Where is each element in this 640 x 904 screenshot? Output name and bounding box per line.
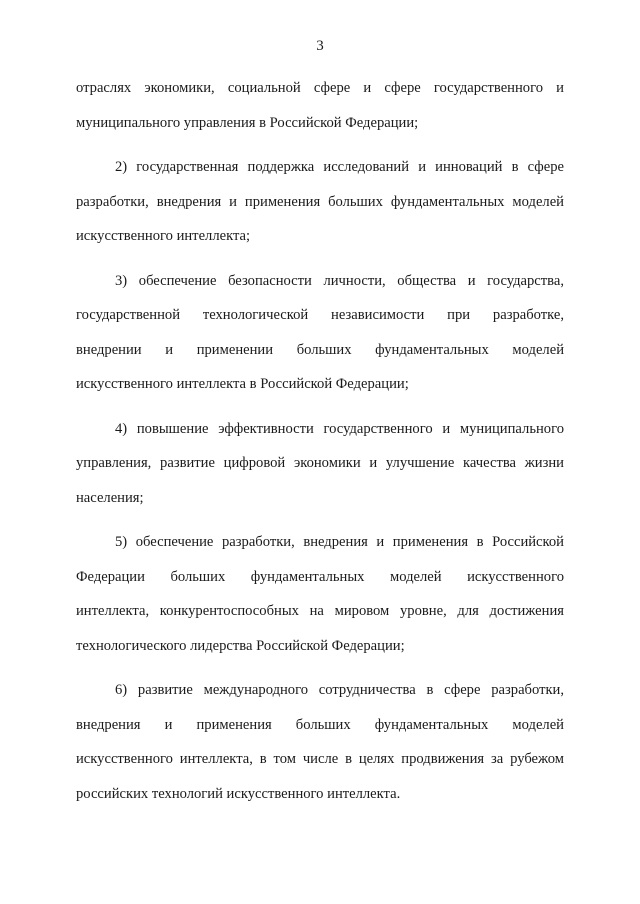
paragraph-3 bbox=[76, 264, 564, 402]
paragraph-line: 4) повышение эффективности государственного и муниципального bbox=[115, 420, 564, 437]
paragraph-line: внедрения и применения больших фундаментальных моделей bbox=[76, 716, 564, 733]
paragraph-5 bbox=[76, 525, 564, 663]
paragraph-line: интеллекта, конкурентоспособных на мировом уровне, для достижения bbox=[76, 603, 564, 619]
paragraph-line: 3) обеспечение безопасности личности, общества и государства, bbox=[115, 272, 564, 289]
paragraph-line: искусственного интеллекта, в том числе в целях продвижения за рубежом bbox=[76, 751, 564, 767]
paragraph-line: государственной технологической независимости при разработке, bbox=[76, 307, 564, 323]
paragraph-line: разработки, внедрения и применения больших фундаментальных моделей bbox=[76, 193, 564, 210]
paragraph-line: 5) обеспечение разработки, внедрения и применения в Российской bbox=[115, 534, 564, 550]
paragraph-2 bbox=[76, 150, 564, 254]
document-body bbox=[76, 71, 564, 821]
paragraph-line: отраслях экономики, социальной сфере и сфере государственного и bbox=[76, 80, 564, 96]
page-number: 3 bbox=[316, 38, 324, 54]
paragraph-line: 6) развитие международного сотрудничества в сфере разработки, bbox=[115, 682, 564, 698]
paragraph-line: внедрении и применении больших фундаментальных моделей bbox=[76, 341, 564, 358]
paragraph-line: российских технологий искусственного интеллекта. bbox=[76, 785, 401, 802]
paragraph-line: муниципального управления в Российской Федерации; bbox=[76, 114, 419, 131]
paragraph-line: Федерации больших фундаментальных моделей искусственного bbox=[76, 568, 564, 585]
paragraph-line: населения; bbox=[76, 489, 144, 506]
paragraph-line: технологического лидерства Российской Федерации; bbox=[76, 637, 405, 654]
paragraph-6 bbox=[76, 673, 564, 811]
paragraph-4 bbox=[76, 412, 564, 516]
paragraph-1 bbox=[76, 71, 564, 140]
paragraph-line: искусственного интеллекта; bbox=[76, 228, 251, 244]
paragraph-line: управления, развитие цифровой экономики и улучшение качества жизни bbox=[76, 455, 564, 471]
paragraph-line: 2) государственная поддержка исследований и инноваций в сфере bbox=[115, 159, 564, 175]
paragraph-line: искусственного интеллекта в Российской Федерации; bbox=[76, 376, 409, 392]
